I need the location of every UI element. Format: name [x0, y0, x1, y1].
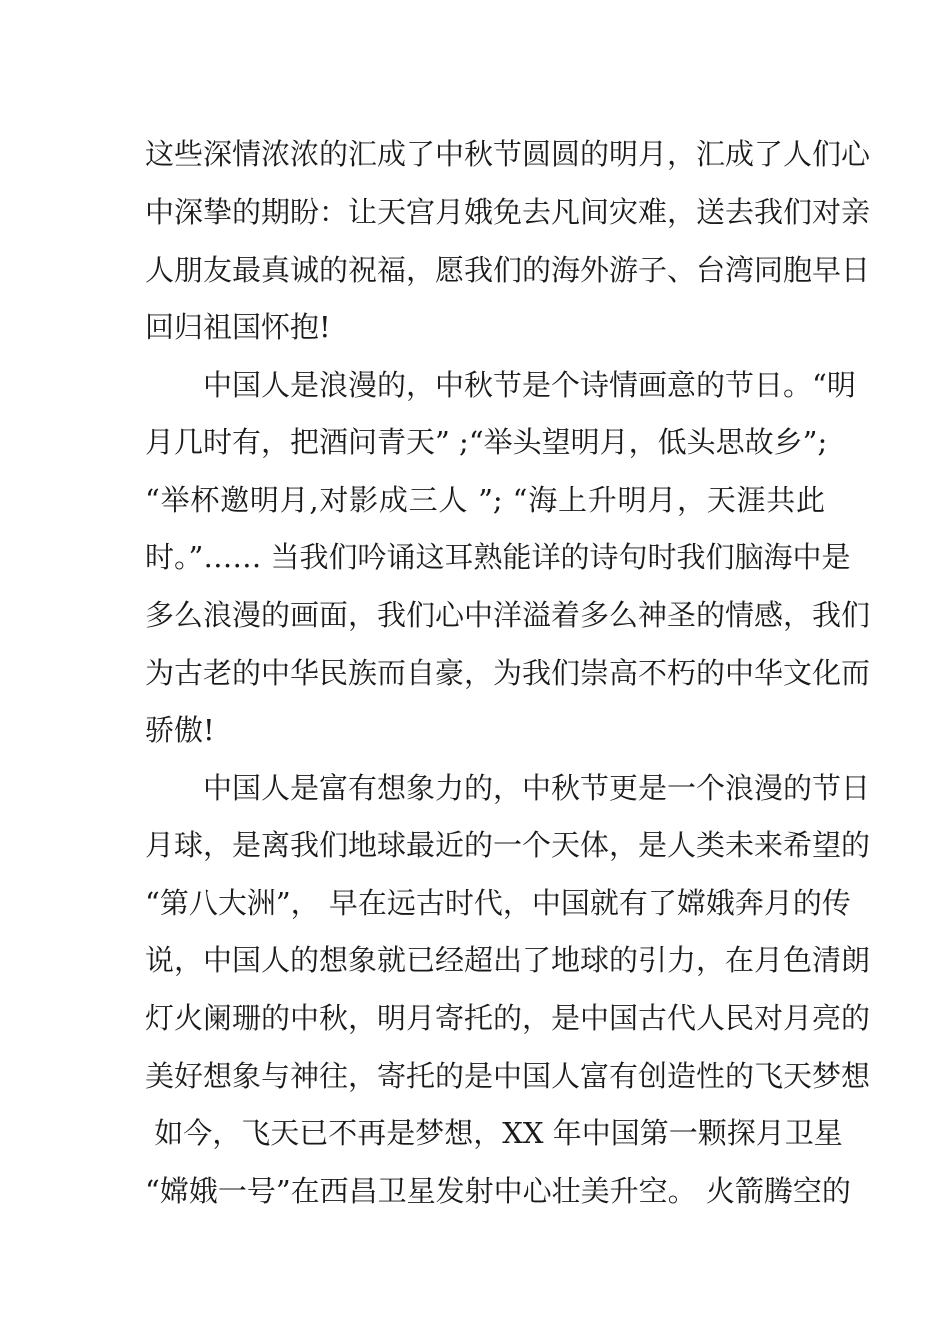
text-line: “嫦娥一号”在西昌卫星发射中心壮美升空。 火箭腾空的	[145, 1174, 851, 1208]
text-line: 骄傲!	[145, 713, 215, 747]
text-line: 为古老的中华民族而自豪，为我们崇高不朽的中华文化而	[145, 656, 871, 690]
text-line: 中国人是浪漫的，中秋节是个诗情画意的节日。“明	[145, 368, 856, 402]
text-line: 中深挚的期盼：让天宫月娥免去凡间灾难，送去我们对亲	[145, 195, 871, 229]
text-line: 这些深情浓浓的汇成了中秋节圆圆的明月，汇成了人们心	[145, 137, 871, 171]
text-line: 人朋友最真诚的祝福，愿我们的海外游子、台湾同胞早日	[145, 253, 871, 287]
text-line: 美好想象与神往，寄托的是中国人富有创造性的飞天梦想	[145, 1059, 871, 1093]
text-line: 说，中国人的想象就已经超出了地球的引力，在月色清朗	[145, 943, 871, 977]
text-line: 多么浪漫的画面，我们心中洋溢着多么神圣的情感，我们	[145, 598, 871, 632]
text-line: 中国人是富有想象力的，中秋节更是一个浪漫的节日	[145, 771, 871, 805]
text-line: 月球，是离我们地球最近的一个天体，是人类未来希望的	[145, 828, 871, 862]
text-line: “第八大洲”， 早在远古时代，中国就有了嫦娥奔月的传	[145, 886, 851, 920]
text-line: 回归祖国怀抱!	[145, 310, 331, 344]
text-line: 如今，飞天已不再是梦想，XX 年中国第一颗探月卫星	[145, 1116, 843, 1150]
text-line: 时。”…… 当我们吟诵这耳熟能详的诗句时我们脑海中是	[145, 540, 851, 574]
text-line: 灯火阑珊的中秋，明月寄托的，是中国古代人民对月亮的	[145, 1001, 871, 1035]
text-line: 月几时有，把酒问青天” ;“举头望明月，低头思故乡”;	[145, 425, 828, 459]
text-line: “举杯邀明月,对影成三人 ”; “海上升明月，天涯共此	[145, 483, 825, 517]
